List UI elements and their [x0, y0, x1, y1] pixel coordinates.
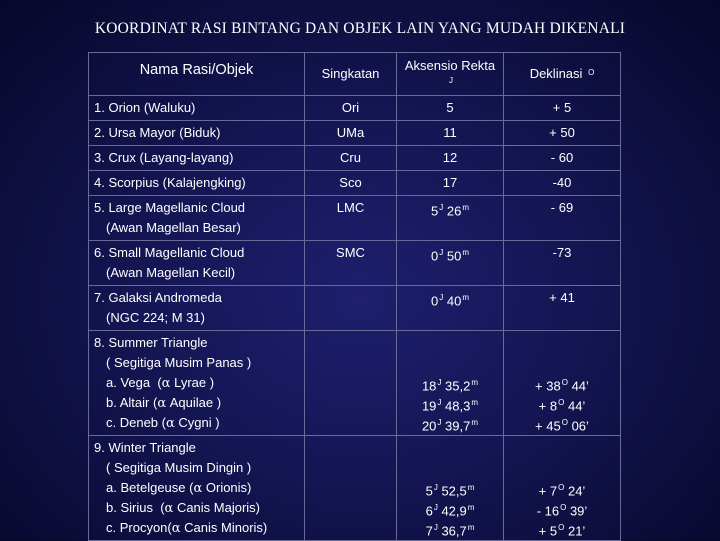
table-row: [89, 331, 621, 436]
row-name: 5. Large Magellanic Cloud (Awan Magellan Besar): [89, 196, 305, 241]
header-abbr: Singkatan: [305, 53, 397, 96]
page-title: KOORDINAT RASI BINTANG DAN OBJEK LAIN YANG MUDAH DIKENALI: [94, 20, 626, 37]
row-abbr: Cru: [305, 146, 397, 171]
row-abbr: [305, 436, 397, 541]
coordinates-table: [88, 52, 621, 541]
row-name: 1. Orion (Waluku): [89, 96, 305, 121]
row-ra: $18^J$ 35,2$^m$ $19^J$ 48,3$^m$ $20^J$ 39,7$^m$: [397, 331, 504, 436]
row-dec: -73: [504, 241, 621, 286]
row-name: 7. Galaksi Andromeda (NGC 224; M 31): [89, 286, 305, 331]
row-dec: + $7^O$ 24’ - $16^O$ 39’ + $5^O$ 21’: [504, 436, 621, 541]
row-abbr: SMC: [305, 241, 397, 286]
row-abbr: Ori: [305, 96, 397, 121]
row-ra: 11: [397, 121, 504, 146]
table-row: [89, 171, 621, 196]
header-name: Nama Rasi/Objek: [89, 53, 305, 96]
row-dec: + 50: [504, 121, 621, 146]
table-row: [89, 241, 621, 286]
table-row: [89, 286, 621, 331]
row-abbr: [305, 331, 397, 436]
row-dec: + 41: [504, 286, 621, 331]
alpha-symbol: α: [171, 521, 181, 536]
row-ra: 12: [397, 146, 504, 171]
row-abbr: Sco: [305, 171, 397, 196]
row-name: 4. Scorpius (Kalajengking): [89, 171, 305, 196]
header-dec: Deklinasi $^O$: [504, 53, 621, 96]
alpha-symbol: α: [157, 396, 167, 411]
table-row: [89, 196, 621, 241]
row-name: 2. Ursa Mayor (Biduk): [89, 121, 305, 146]
row-name: 6. Small Magellanic Cloud (Awan Magellan Kecil): [89, 241, 305, 286]
row-ra: 5: [397, 96, 504, 121]
header-ra: Aksensio Rekta $^J$: [397, 53, 504, 96]
row-dec: - 69: [504, 196, 621, 241]
row-dec: + $38^O$ 44’ + $8^O$ 44’ + $45^O$ 06’: [504, 331, 621, 436]
alpha-symbol: α: [164, 501, 174, 516]
alpha-symbol: α: [193, 481, 203, 496]
row-ra: $5^J$ 26$^m$: [397, 196, 504, 241]
row-abbr: UMa: [305, 121, 397, 146]
row-name: 9. Winter Triangle ( Segitiga Musim Dingin ) a. Betelgeuse (α Orionis) b. Sirius (α Canis Majoris) c. Procyon(α Canis Minoris): [89, 436, 305, 541]
row-ra: $5^J$ 52,5$^m$ $6^J$ 42,9$^m$ $7^J$ 36,7$^m$: [397, 436, 504, 541]
row-ra: $0^J$ 50$^m$: [397, 241, 504, 286]
table-row: [89, 121, 621, 146]
row-name: 3. Crux (Layang-layang): [89, 146, 305, 171]
row-dec: - 60: [504, 146, 621, 171]
row-abbr: [305, 286, 397, 331]
row-name: 8. Summer Triangle ( Segitiga Musim Panas ) a. Vega (α Lyrae ) b. Altair (α Aquilae ) c. Deneb (α Cygni ): [89, 331, 305, 436]
table-row: [89, 96, 621, 121]
row-ra: 17: [397, 171, 504, 196]
alpha-symbol: α: [166, 416, 175, 431]
row-ra: $0^J$ 40$^m$: [397, 286, 504, 331]
row-dec: + 5: [504, 96, 621, 121]
table-header-row: [89, 53, 621, 96]
table-row: [89, 436, 621, 541]
alpha-symbol: α: [161, 376, 171, 391]
row-dec: -40: [504, 171, 621, 196]
row-abbr: LMC: [305, 196, 397, 241]
table-row: [89, 146, 621, 171]
